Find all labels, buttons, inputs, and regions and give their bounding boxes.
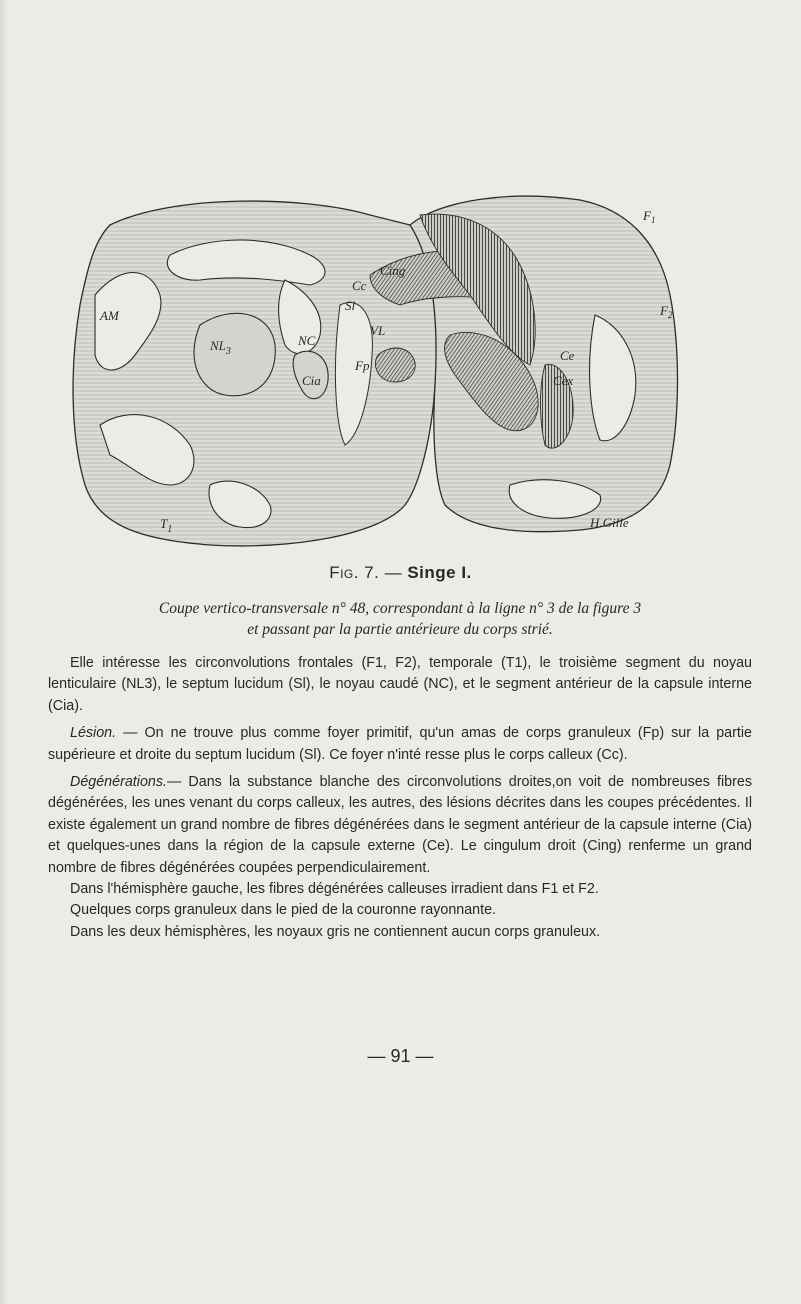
paragraph-left-hemisphere: Dans l'hémisphère gauche, les fibres dégénérées calleuses irradient dans F1 et F2. (70, 881, 599, 898)
granular-body-focus (375, 348, 415, 382)
caption-line-1: Coupe vertico-transversale n° 48, correspondant à la ligne n° 3 de la figure 3 (158, 600, 642, 617)
figure-caption (60, 598, 740, 640)
label-am: AM (100, 308, 119, 323)
figure-title (0, 563, 801, 583)
caption-line-2: et passant par la partie antérieure du corps strié. (247, 621, 553, 638)
lesion-text: — On ne trouve plus comme foyer primitif, qu'un amas de corps granuleux (Fp) sur la partie supérieure et droite du septum lucidum (Sl). Ce foyer n'inté resse plus le corps calleux (Cc). (48, 725, 752, 763)
degenerations-heading: Dégénérations. (70, 774, 167, 791)
label-f1: $F_1$ (643, 208, 656, 225)
figure-specimen: Singe I. (407, 563, 472, 582)
body-text (48, 653, 752, 943)
label-nc: NC (298, 333, 316, 348)
paragraph-degenerations (48, 772, 752, 879)
label-sl: Sl (345, 298, 356, 313)
label-ce: Ce (560, 348, 575, 363)
label-cc: Cc (352, 278, 367, 293)
paragraph-description: Elle intéresse les circonvolutions frontales (F1, F2), temporale (T1), le troisième segment du noyau lenticulaire (NL3), le septum lucidum (Sl), le noyau caudé (NC), et le segment antérieur de la capsule interne (Cia). (48, 655, 752, 714)
lenticular-nucleus (194, 313, 275, 395)
paragraph-lesion (48, 723, 752, 766)
page-number: — 91 — (367, 1046, 434, 1066)
paragraph-grey-nuclei: Dans les deux hémisphères, les noyaux gris ne contiennent aucun corps granuleux. (70, 923, 601, 940)
figure-title-dash: — (379, 563, 408, 582)
paragraph-granular-bodies: Quelques corps granuleux dans le pied de la couronne rayonnante. (70, 902, 497, 919)
artist-signature: H.Gille (590, 515, 629, 530)
label-nl3: $NL_3$ (210, 338, 231, 357)
label-vl: VL (370, 323, 386, 338)
label-cing: Cing (380, 263, 406, 278)
page-edge-shadow (0, 0, 8, 1304)
label-cex: Cex (553, 373, 574, 388)
degenerations-text: — Dans la substance blanche des circonvolutions droites,on voit de nombreuses fibres dégénérées, les unes venant du corps calleux, les autres, des lésions décrites dans les coupes précédentes. Il existe également un grand nombre de fibres dégénérées dans le segment antérieur de la capsule interne (Cia) et quelques-unes dans la région de la capsule externe (Ce). Le cingulum droit (Cing) renferme un grand nombre de fibres dégénérées coupées perpendiculairement. (48, 774, 752, 876)
brain-section-figure (40, 185, 740, 560)
lesion-heading: Lésion. (70, 725, 117, 742)
label-cia: Cia (302, 373, 321, 388)
label-f2: $F_2$ (660, 303, 673, 320)
label-fp: Fp (355, 358, 370, 373)
figure-number: Fig. 7. (329, 563, 380, 582)
label-t1: $T_1$ (160, 516, 173, 535)
brain-section-drawing (40, 185, 740, 560)
